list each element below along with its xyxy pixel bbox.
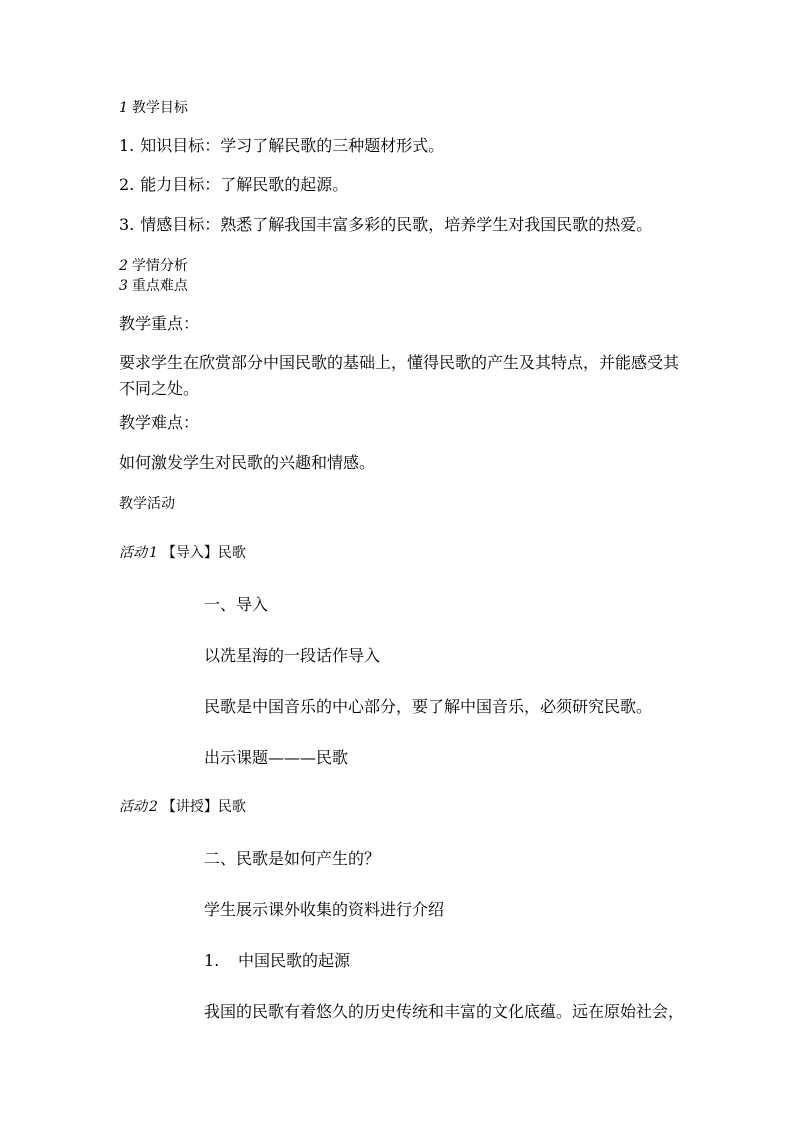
activity-number: 1	[149, 545, 158, 561]
item-number: 1.	[119, 136, 135, 155]
objective-item-3	[119, 217, 652, 233]
activity-1-line-3: 民歌是中国音乐的中心部分，要了解中国音乐，必须研究民歌。	[204, 697, 653, 716]
activity-tag: 【讲授】民歌	[161, 799, 246, 815]
item-number: 2.	[119, 175, 135, 194]
key-points-text: 要求学生在欣赏部分中国民歌的基础上，懂得民歌的产生及其特点，并能感受其不同之处。	[119, 353, 680, 398]
difficult-points-text: 如何激发学生对民歌的兴趣和情感。	[119, 453, 376, 472]
section-heading-analysis	[119, 259, 188, 273]
activity-label: 活动	[119, 799, 147, 815]
section-title: 重点难点	[131, 278, 188, 294]
section-number: 2	[119, 258, 128, 274]
sub-title: 中国民歌的起源	[238, 951, 351, 970]
activity-tag: 【导入】民歌	[161, 545, 246, 561]
section-heading-difficulties	[119, 279, 188, 293]
section-number: 3	[119, 278, 128, 294]
activity-2-paragraph: 我国的民歌有着悠久的历史传统和丰富的文化底蕴。远在原始社会，	[204, 1002, 685, 1021]
section-heading-activities: 教学活动	[119, 496, 175, 512]
activity-2-heading	[119, 800, 246, 814]
item-text: 知识目标：学习了解民歌的三种题材形式。	[140, 136, 445, 155]
section-title: 学情分析	[131, 258, 188, 274]
objective-item-2	[119, 177, 348, 193]
activity-number: 2	[149, 799, 158, 815]
section-number: 1	[119, 100, 128, 116]
objective-item-1	[119, 138, 444, 154]
section-heading-objectives	[119, 101, 188, 115]
item-text: 能力目标：了解民歌的起源。	[140, 175, 349, 194]
item-text: 情感目标：熟悉了解我国丰富多彩的民歌，培养学生对我国民歌的热爱。	[140, 215, 653, 234]
activity-1-heading	[119, 546, 246, 560]
activity-1-line-4: 出示课题———民歌	[204, 748, 349, 767]
activity-2-line-1: 二、民歌是如何产生的？	[204, 849, 381, 868]
section-title: 教学目标	[131, 100, 188, 116]
activity-1-line-2: 以冼星海的一段话作导入	[204, 646, 381, 665]
activity-2-line-2: 学生展示课外收集的资料进行介绍	[204, 900, 445, 919]
item-number: 3.	[119, 215, 135, 234]
activity-2-subheading	[204, 953, 350, 969]
key-points-label: 教学重点：	[119, 314, 200, 333]
difficult-points-label: 教学难点：	[119, 413, 200, 432]
activity-label: 活动	[119, 545, 147, 561]
activity-1-line-1: 一、导入	[204, 595, 269, 614]
sub-number: 1.	[204, 951, 220, 970]
